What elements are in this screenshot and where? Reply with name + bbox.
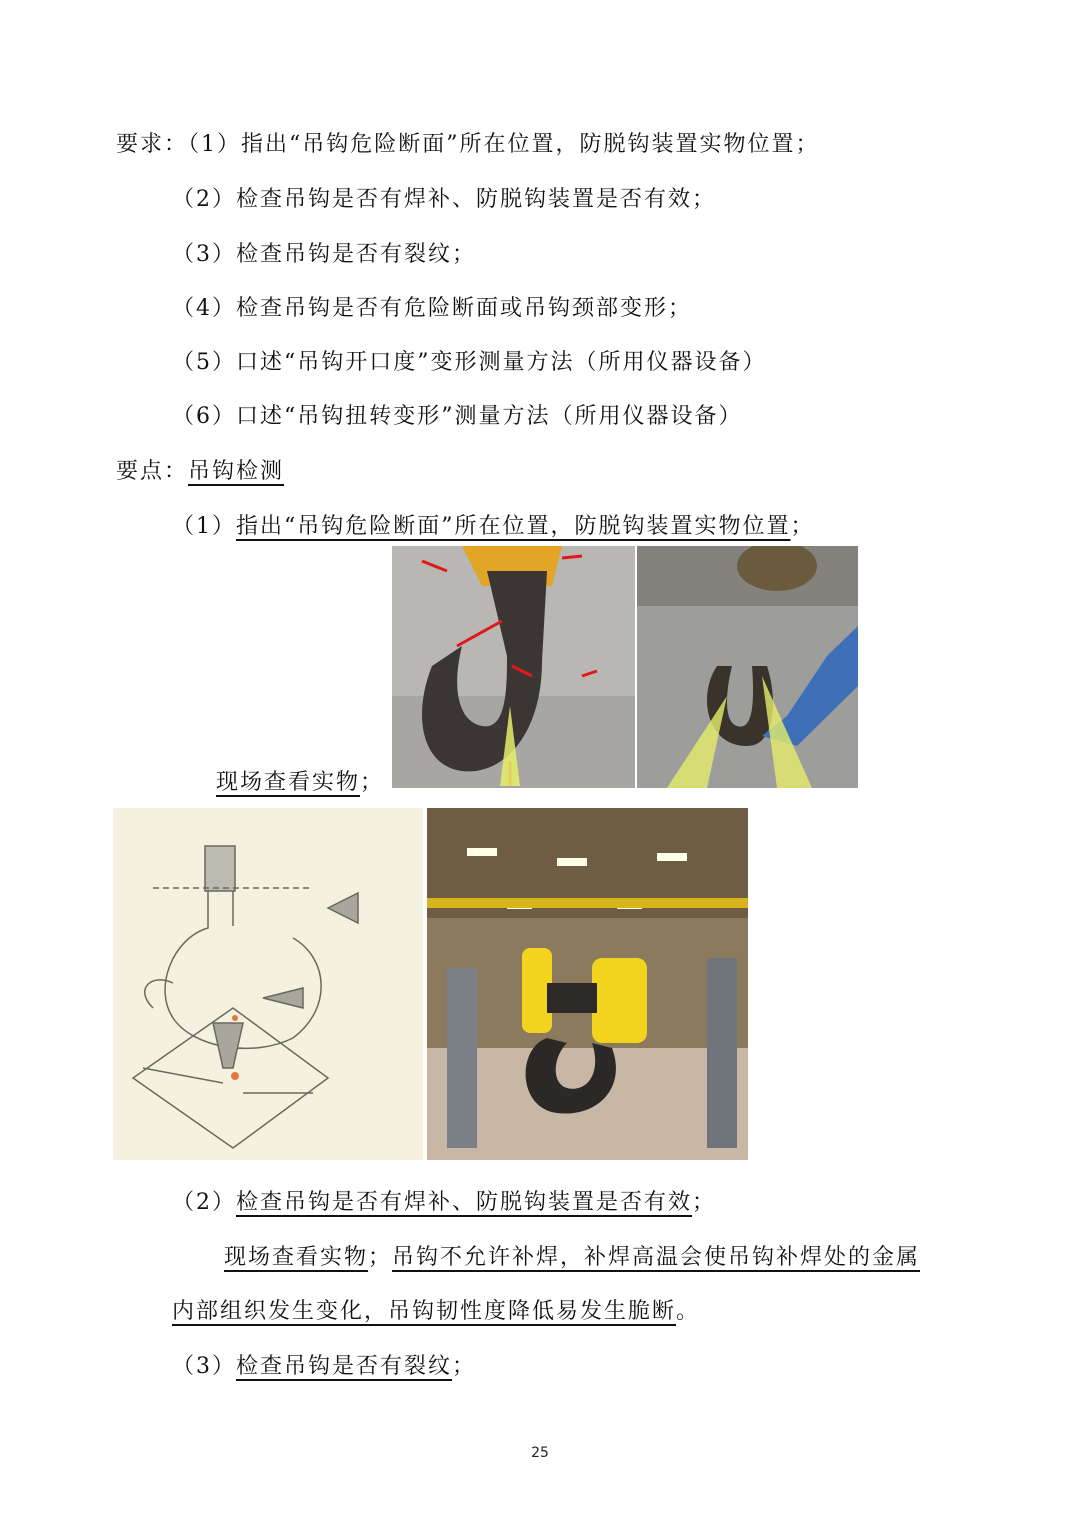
key-points-topic: 吊钩检测: [188, 459, 285, 484]
punctuation: ；: [360, 770, 385, 795]
requirements-title: 要求：: [116, 132, 189, 157]
hand-inspecting-hook-photo: [637, 546, 858, 788]
requirement-item: （5）口述“吊钩开口度”变形测量方法（所用仪器设备）: [172, 350, 767, 375]
key-point-2-num: （2）: [172, 1190, 236, 1215]
workshop-crane-hook-photo: [427, 808, 748, 1160]
requirement-item: （2）检查吊钩是否有焊补、防脱钩装置是否有效；: [172, 187, 716, 212]
key-point-3-text: 检查吊钩是否有裂纹: [236, 1354, 453, 1379]
page-number: 25: [531, 1445, 549, 1461]
punctuation: ；: [368, 1245, 393, 1270]
requirement-item: （6）口述“吊钩扭转变形”测量方法（所用仪器设备）: [172, 404, 743, 429]
hook-dangerous-section-photo: [392, 546, 635, 788]
key-point-1: [172, 512, 815, 542]
key-points-heading: [116, 457, 284, 487]
key-point-2-detail-line-2: [172, 1297, 700, 1327]
onsite-inspection-label: [216, 768, 384, 798]
punctuation: ；: [692, 1190, 717, 1215]
key-point-3-num: （3）: [172, 1354, 236, 1379]
punctuation: ；: [790, 514, 815, 539]
requirement-item: （4）检查吊钩是否有危险断面或吊钩颈部变形；: [172, 296, 692, 321]
key-point-1-text: 指出“吊钩危险断面”所在位置，防脱钩装置实物位置: [236, 514, 791, 539]
onsite-label-text: 现场查看实物: [216, 770, 361, 795]
detail-onsite-label: 现场查看实物: [224, 1245, 369, 1270]
key-point-3: [172, 1352, 476, 1382]
detail-welding-text-cont: 内部组织发生变化，吊钩韧性度降低易发生脆断: [172, 1299, 677, 1324]
key-point-2-text: 检查吊钩是否有焊补、防脱钩装置是否有效: [236, 1190, 693, 1215]
punctuation: ；: [452, 1354, 477, 1379]
key-point-1-num: （1）: [172, 514, 236, 539]
key-point-2: [172, 1188, 716, 1218]
key-point-2-detail-line-1: [224, 1243, 920, 1273]
detail-welding-text: 吊钩不允许补焊，补焊高温会使吊钩补焊处的金属: [392, 1245, 921, 1270]
hook-section-diagram: [113, 808, 423, 1160]
requirements-line-1: [116, 130, 820, 160]
requirement-item: （1）指出“吊钩危险断面”所在位置，防脱钩装置实物位置；: [188, 132, 820, 157]
punctuation: 。: [676, 1299, 701, 1324]
requirement-item: （3）检查吊钩是否有裂纹；: [172, 242, 476, 267]
key-points-title: 要点：: [116, 459, 189, 484]
